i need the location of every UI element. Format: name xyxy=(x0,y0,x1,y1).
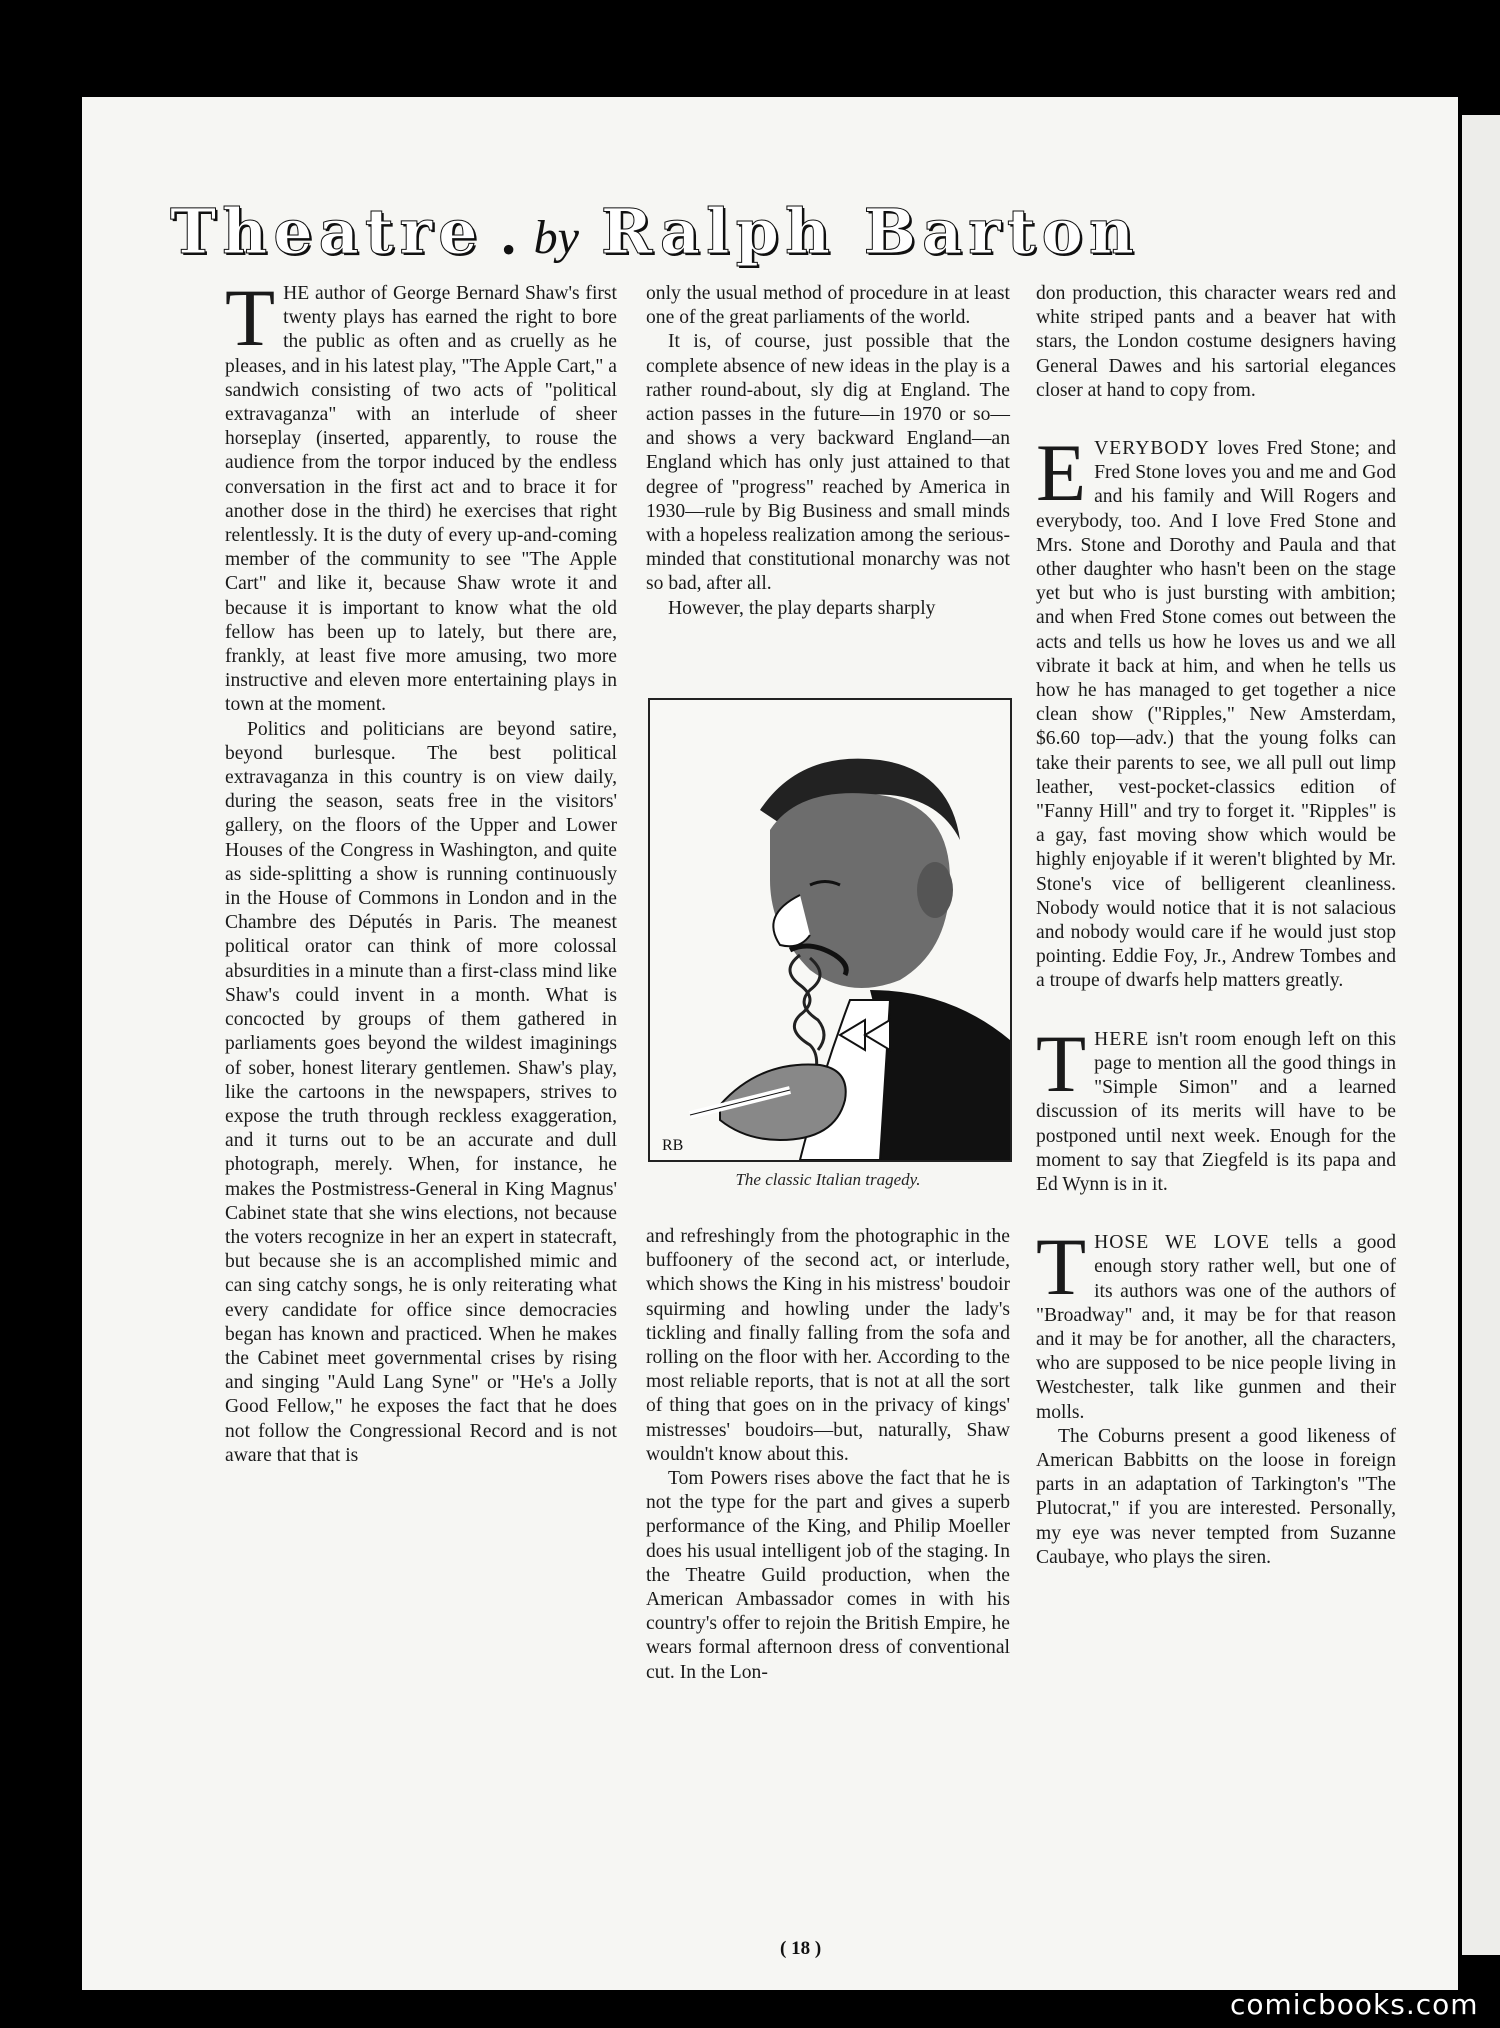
paragraph xyxy=(225,272,617,718)
caricature-drawing xyxy=(650,700,1010,1160)
paragraph-text: isn't room enough left on this page to mention all the good things in "Simple Simon" and a learned discussion of its merits will have to be postponed until next week. Enough for the moment to say that Ziegfeld is its papa and Ed Wynn is in it. xyxy=(1036,1028,1396,1195)
lead-in: HERE xyxy=(1094,1028,1150,1050)
byline: by xyxy=(533,211,579,264)
paragraph xyxy=(1036,1017,1396,1197)
section-title: Theatre xyxy=(170,195,484,268)
paragraph: However, the play departs sharply xyxy=(668,597,936,619)
paragraph: don production, this character wears red and white striped pants and a beaver hat with stars, the London costume designers having General Dawes and his sartorial elegances closer at hand to copy from. xyxy=(1036,283,1396,401)
column-3 xyxy=(1036,282,1396,1570)
illustration-caption: The classic Italian tragedy. xyxy=(735,1170,921,1189)
paragraph: Politics and politicians are beyond satire, beyond burlesque. The best political extravaganza in this country is on view daily, during the season, seats free in the visitors' gallery, on the floors of the Upper and Lower Houses of the Congress in Washington, and quite as side-splitting a show is running continuously in the House of Commons in London and in the Chambre des Députés in Paris. The meanest political orator can think of more colossal absurdities in a minute than a first-class mind like Shaw's could invent in a month. What is concocted by groups of them gathered in parliaments goes beyond the wildest imaginings of sober, honest literary gentlemen. Shaw's play, like the cartoons in the newspapers, strives to expose the truth through reckless exaggeration, and it turns out to be an accurate and dull photograph, merely. When, for instance, he makes the Postmistress-General in King Magnus' Cabinet state that she wins elections, not because the voters recognize in her an expert in statecraft, but because she is an accomplished mimic and can sing catchy songs, he is only reiterating what every candidate for office since democracies began has known and practiced. When he makes the Cabinet meet governmental crises by rising and singing "Auld Lang Syne" or "He's a Jolly Good Fellow," he exposes the fact that he does not follow the Congressional Record and is not aware that that is xyxy=(225,718,617,1466)
site-watermark: comicbooks.com xyxy=(1230,1988,1479,2021)
drop-cap: T xyxy=(1036,1017,1087,1109)
paragraph-text: tells a good enough story rather well, but one of its authors was one of the authors of "Broadway" and, it may be for that reason and it may be for another, all the characters, who are supposed to be nice people living in Westchester, talk like gunmen and their molls. xyxy=(1036,1232,1397,1423)
paragraph xyxy=(1036,1221,1397,1425)
lead-in: VERYBODY xyxy=(1094,438,1210,460)
article-title xyxy=(170,195,1360,270)
paragraph: The Coburns present a good likeness of American Babbitts on the loose in foreign parts in an adaptation of Tarkington's "The Plutocrat," if you are interested. Personally, my eye was never tempted from Suzanne Caubaye, who plays the siren. xyxy=(1036,1425,1396,1568)
ear-shape xyxy=(917,862,953,918)
drop-cap: T xyxy=(1036,1221,1087,1313)
column-2-top xyxy=(646,282,1010,621)
title-separator-dot: • xyxy=(501,226,516,272)
cartoon-illustration xyxy=(648,698,1012,1162)
lead-in: HOSE WE LOVE xyxy=(1094,1232,1270,1254)
page-number: ( 18 ) xyxy=(780,1938,822,1959)
paragraph: Tom Powers rises above the fact that he is not the type for the part and gives a superb performance of the King, and Philip Moeller does his usual intelligent job of the staging. In the Theatre Guild production, when the American Ambassador comes in with his country's offer to rejoin the British Empire, he wears formal afternoon dress of conventional cut. In the Lon- xyxy=(646,1468,1010,1683)
paragraph: and refreshingly from the photographic in the buffoonery of the second act, or interlude, which shows the King in his mistress' boudoir squirming and howling under the lady's tickling and finally falling from the sofa and rolling on the floor with her. According to the most reliable reports, that is not at all the sort of thing that goes on in the privacy of kings' mistresses' boudoirs—but, naturally, Shaw wouldn't know about this. xyxy=(646,1226,1010,1465)
adjacent-page-edge xyxy=(1462,115,1500,1955)
paragraph: only the usual method of procedure in at least one of the great parliaments of the world. xyxy=(646,283,1010,329)
drop-cap: T xyxy=(225,272,276,363)
column-1 xyxy=(225,272,617,1468)
paragraph xyxy=(1036,427,1396,994)
paragraph-text: loves Fred Stone; and Fred Stone loves you and me and God and his family and Will Rogers and everybody, too. And I love Fred Stone and Mrs. Stone and Dorothy and Paula and that other daughter who hasn't been on the stage yet but who is just bursting with ambition; and when Fred Stone comes out between the acts and tells us how he loves us and we all vibrate it back at him, and when he tells us how he has managed to get together a nice clean show ("Ripples," New Amsterdam, $6.60 top—adv.) that the young folks can take their parents to see, we all pull out limp leather, vest-pocket-classics edition of "Fanny Hill" and try to forget it. "Ripples" is a gay, fast moving show which would be highly enjoyable if it weren't blighted by Mr. Stone's vice of belligerent cleanliness. Nobody would notice that it is not salacious and nobody would care if he would just stop pointing. Eddie Foy, Jr., Andrew Tombes and a troupe of dwarfs help matters greatly. xyxy=(1036,438,1396,992)
drop-cap: E xyxy=(1036,427,1087,519)
column-2-bottom xyxy=(646,1225,1010,1685)
artist-initials: RB xyxy=(662,1137,684,1154)
paragraph: It is, of course, just possible that the complete absence of new ideas in the play is a rather round-about, sly dig at England. The action passes in the future—in 1970 or so—and shows a very backward England—an England which has only just attained to that degree of "progress" reached by America in 1930—rule by Big Business and small minds with a hopeless realization among the serious-minded that constitutional monarchy was not so bad, after all. xyxy=(646,331,1010,595)
author-name: Ralph Barton xyxy=(600,195,1140,268)
paragraph-text: HE author of George Bernard Shaw's first twenty plays has earned the right to bore the public as often and as cruelly as he pleases, and in his latest play, "The Apple Cart," a sandwich consisting of two acts of "political extravaganza" with an interlude of sheer horseplay (inserted, apparently, to rouse the audience from the torpor induced by the endless conversation in the first act and to brace it for another dose in the third) he exercises that right relentlessly. It is the duty of every up-and-coming member of the community to see "The Apple Cart" and like it, because Shaw wrote it and because it is important to know what the old fellow has been up to lately, but there are, frankly, at least five more amusing, two more instructive and eleven more entertaining plays in town at the moment. xyxy=(225,283,617,716)
